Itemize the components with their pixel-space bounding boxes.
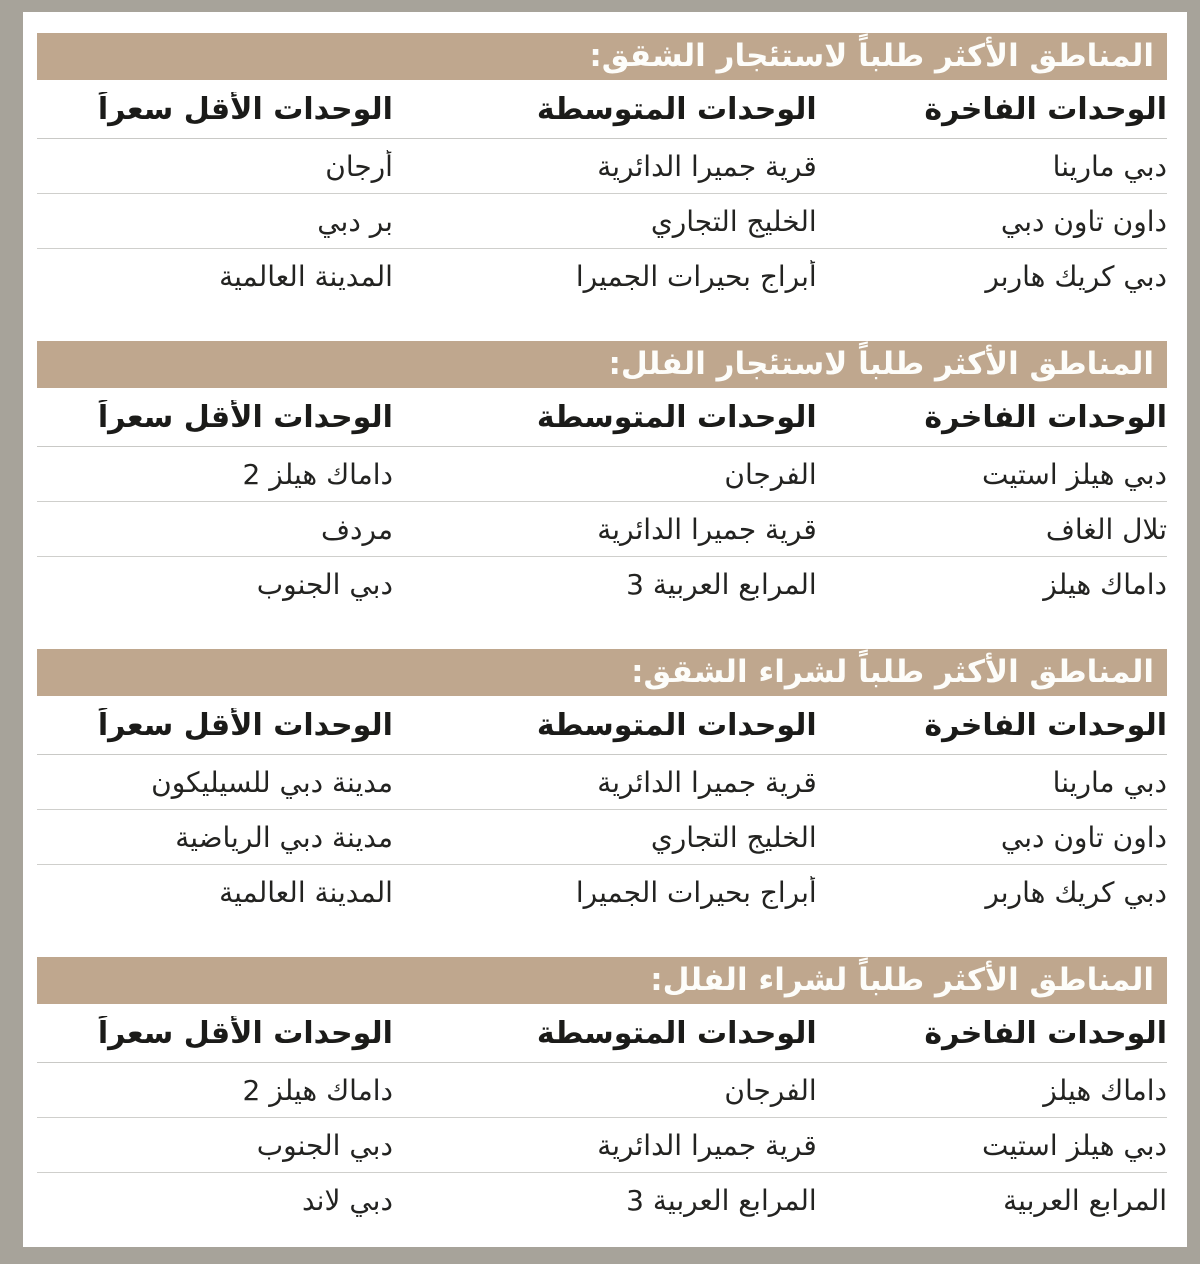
area-cell-lowest-price: داماك هيلز 2 bbox=[242, 457, 393, 491]
section-title: المناطق الأكثر طلباً لشراء الشقق: bbox=[631, 654, 1154, 690]
column-header-luxury-units: الوحدات الفاخرة bbox=[924, 91, 1167, 127]
area-cell-luxury: المرابع العربية bbox=[1003, 1183, 1167, 1217]
column-header-row bbox=[37, 388, 1167, 447]
table-row bbox=[37, 502, 1167, 557]
table-row bbox=[37, 249, 1167, 303]
column-header-medium-units: الوحدات المتوسطة bbox=[536, 399, 817, 435]
table-row bbox=[37, 557, 1167, 611]
area-cell-lowest-price: مردف bbox=[321, 512, 393, 546]
column-header-medium-units: الوحدات المتوسطة bbox=[536, 707, 817, 743]
column-header-luxury-units: الوحدات الفاخرة bbox=[924, 707, 1167, 743]
area-cell-lowest-price: دبي لاند bbox=[301, 1183, 393, 1217]
area-cell-medium: أبراج بحيرات الجميرا bbox=[575, 259, 817, 293]
section-title: المناطق الأكثر طلباً لشراء الفلل: bbox=[650, 962, 1154, 998]
area-cell-medium: قرية جميرا الدائرية bbox=[597, 149, 817, 183]
area-cell-lowest-price: دبي الجنوب bbox=[256, 567, 393, 601]
table-row bbox=[37, 865, 1167, 919]
column-header-luxury-units: الوحدات الفاخرة bbox=[924, 399, 1167, 435]
demand-section bbox=[37, 957, 1167, 1227]
area-cell-medium: المرابع العربية 3 bbox=[626, 1183, 817, 1217]
table-row bbox=[37, 447, 1167, 502]
demand-section bbox=[37, 649, 1167, 919]
section-title-bar bbox=[37, 33, 1167, 80]
table-row bbox=[37, 194, 1167, 249]
column-header-luxury-units: الوحدات الفاخرة bbox=[924, 1015, 1167, 1051]
area-cell-luxury: داون تاون دبي bbox=[1000, 204, 1167, 238]
table-row bbox=[37, 1118, 1167, 1173]
area-cell-luxury: دبي هيلز استيت bbox=[982, 457, 1167, 491]
table-row bbox=[37, 1173, 1167, 1227]
section-title-bar bbox=[37, 341, 1167, 388]
column-header-lowest-price-units: الوحدات الأقل سعراً bbox=[97, 1015, 393, 1051]
demand-section bbox=[37, 33, 1167, 303]
column-header-lowest-price-units: الوحدات الأقل سعراً bbox=[97, 91, 393, 127]
column-header-medium-units: الوحدات المتوسطة bbox=[536, 91, 817, 127]
area-cell-medium: قرية جميرا الدائرية bbox=[597, 1128, 817, 1162]
area-cell-medium: أبراج بحيرات الجميرا bbox=[575, 875, 817, 909]
area-cell-lowest-price: مدينة دبي للسيليكون bbox=[151, 765, 393, 799]
infographic-paper bbox=[23, 12, 1187, 1247]
area-cell-medium: الفرجان bbox=[724, 1073, 817, 1107]
area-cell-lowest-price: دبي الجنوب bbox=[256, 1128, 393, 1162]
area-cell-luxury: تلال الغاف bbox=[1045, 512, 1167, 546]
sections-container bbox=[37, 33, 1167, 1227]
area-cell-medium: قرية جميرا الدائرية bbox=[597, 765, 817, 799]
section-title-bar bbox=[37, 649, 1167, 696]
section-title: المناطق الأكثر طلباً لاستئجار الشقق: bbox=[589, 38, 1154, 74]
column-header-lowest-price-units: الوحدات الأقل سعراً bbox=[97, 707, 393, 743]
area-cell-luxury: داماك هيلز bbox=[1043, 1073, 1167, 1107]
area-cell-luxury: داون تاون دبي bbox=[1000, 820, 1167, 854]
area-cell-lowest-price: بر دبي bbox=[317, 204, 393, 238]
table-row bbox=[37, 755, 1167, 810]
area-cell-medium: المرابع العربية 3 bbox=[626, 567, 817, 601]
area-cell-lowest-price: المدينة العالمية bbox=[219, 875, 393, 909]
area-cell-medium: الخليج التجاري bbox=[650, 204, 817, 238]
area-cell-lowest-price: أرجان bbox=[325, 149, 393, 183]
area-cell-medium: الخليج التجاري bbox=[650, 820, 817, 854]
section-title: المناطق الأكثر طلباً لاستئجار الفلل: bbox=[608, 346, 1154, 382]
demand-section bbox=[37, 341, 1167, 611]
column-header-row bbox=[37, 1004, 1167, 1063]
area-cell-luxury: دبي مارينا bbox=[1052, 765, 1167, 799]
column-header-row bbox=[37, 696, 1167, 755]
area-cell-luxury: دبي هيلز استيت bbox=[982, 1128, 1167, 1162]
area-cell-luxury: دبي كريك هاربر bbox=[985, 875, 1167, 909]
area-cell-medium: الفرجان bbox=[724, 457, 817, 491]
area-cell-luxury: داماك هيلز bbox=[1043, 567, 1167, 601]
column-header-lowest-price-units: الوحدات الأقل سعراً bbox=[97, 399, 393, 435]
area-cell-lowest-price: مدينة دبي الرياضية bbox=[175, 820, 393, 854]
column-header-medium-units: الوحدات المتوسطة bbox=[536, 1015, 817, 1051]
table-row bbox=[37, 1063, 1167, 1118]
area-cell-lowest-price: المدينة العالمية bbox=[219, 259, 393, 293]
table-row bbox=[37, 810, 1167, 865]
area-cell-medium: قرية جميرا الدائرية bbox=[597, 512, 817, 546]
area-cell-luxury: دبي مارينا bbox=[1052, 149, 1167, 183]
column-header-row bbox=[37, 80, 1167, 139]
table-row bbox=[37, 139, 1167, 194]
area-cell-lowest-price: داماك هيلز 2 bbox=[242, 1073, 393, 1107]
area-cell-luxury: دبي كريك هاربر bbox=[985, 259, 1167, 293]
section-title-bar bbox=[37, 957, 1167, 1004]
